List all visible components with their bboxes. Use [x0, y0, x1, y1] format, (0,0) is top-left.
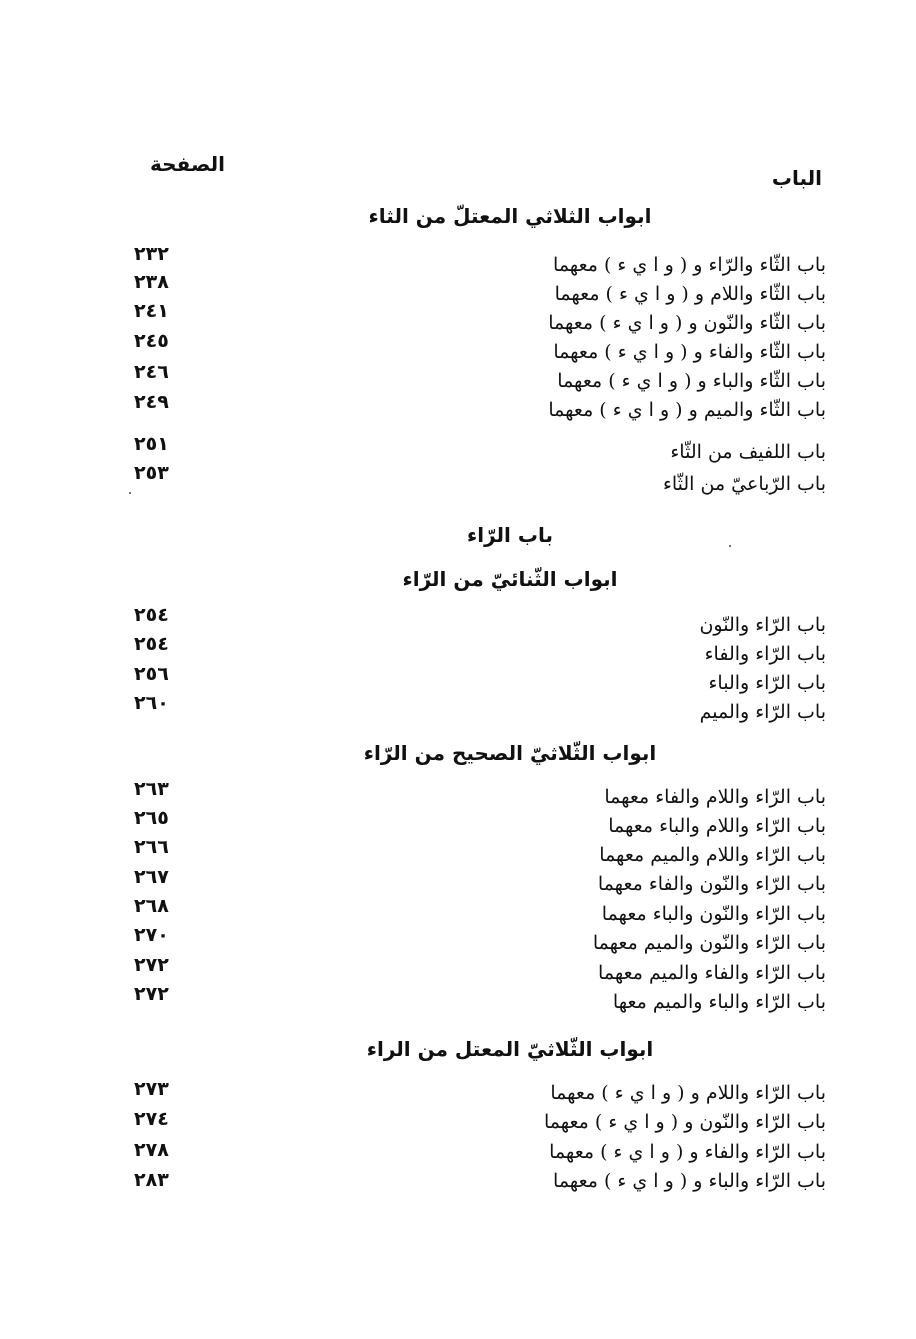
- entry-text: باب الرّاء والباء والميم معها: [612, 991, 826, 1013]
- entry-text: باب الرّاء والباء و ( و ا ي ء ) معهما: [553, 1170, 826, 1192]
- entry-text: باب الثّاء والفاء و ( و ا ي ء ) معهما: [553, 341, 826, 363]
- entry-text: باب الرّاء والنّون والميم معهما: [592, 932, 826, 954]
- entry-page-number: ٢٥١: [134, 433, 169, 455]
- entry-text: باب الرّاء والفاء والميم معهما: [598, 962, 826, 984]
- entry-text: باب الثّاء والباء و ( و ا ي ء ) معهما: [557, 370, 826, 392]
- entry-page-number: ٢٥٦: [134, 663, 169, 685]
- entry-page-number: ٢٣٨: [134, 271, 169, 293]
- entry-text: باب الثّاء واللام و ( و ا ي ء ) معهما: [554, 283, 826, 305]
- entry-page-number: ٢٣٢: [134, 243, 169, 265]
- column-header-page: الصفحة: [150, 152, 226, 176]
- section-title: ابواب الثلاثي المعتلّ من الثاء: [368, 204, 652, 228]
- entry-text: باب الرّاء واللام والباء معهما: [608, 815, 826, 837]
- section-title: باب الرّاء: [467, 523, 553, 547]
- entry-page-number: ٢٦٨: [134, 895, 169, 917]
- entry-page-number: ٢٤٩: [134, 391, 169, 413]
- section-title: ابواب الثّنائيّ من الرّاء: [402, 567, 618, 591]
- entry-text: باب الثّاء والنّون و ( و ا ي ء ) معهما: [548, 312, 826, 334]
- entry-text: باب الرّباعيّ من الثّاء: [662, 473, 826, 495]
- scan-speck: [729, 545, 731, 547]
- entry-page-number: ٢٧٢: [134, 954, 169, 976]
- entry-page-number: ٢٧٤: [134, 1108, 169, 1130]
- entry-text: باب الثّاء والرّاء و ( و ا ي ء ) معهما: [553, 254, 826, 276]
- entry-text: باب الرّاء والفاء و ( و ا ي ء ) معهما: [549, 1141, 826, 1163]
- entry-text: باب الرّاء واللام و ( و ا ي ء ) معهما: [550, 1082, 826, 1104]
- entry-text: باب الرّاء واللام والميم معهما: [599, 844, 826, 866]
- entry-text: باب الرّاء والميم: [699, 701, 826, 723]
- scan-speck: [129, 492, 131, 494]
- entry-page-number: ٢٦٦: [134, 836, 169, 858]
- entry-page-number: ٢٦٥: [134, 807, 169, 829]
- entry-text: باب الرّاء والنّون: [699, 614, 826, 636]
- entry-page-number: ٢٧٢: [134, 983, 169, 1005]
- entry-page-number: ٢٧٣: [134, 1078, 169, 1100]
- entry-page-number: ٢٧٨: [134, 1139, 169, 1161]
- entry-text: باب الرّاء والنّون والباء معهما: [601, 903, 826, 925]
- entry-text: باب الرّاء واللام والفاء معهما: [604, 786, 826, 808]
- entry-page-number: ٢٧٠: [134, 924, 169, 946]
- entry-page-number: ٢٦٠: [134, 692, 169, 714]
- column-header-chapter: الباب: [771, 166, 822, 190]
- section-title: ابواب الثّلاثيّ المعتل من الراء: [366, 1037, 654, 1061]
- entry-page-number: ٢٦٣: [134, 778, 169, 800]
- entry-page-number: ٢٥٤: [134, 633, 169, 655]
- entry-page-number: ٢٥٣: [134, 462, 169, 484]
- entry-text: باب الرّاء والباء: [708, 672, 826, 694]
- section-title: ابواب الثّلاثيّ الصحيح من الرّاء: [363, 741, 657, 765]
- entry-text: باب الثّاء والميم و ( و ا ي ء ) معهما: [548, 399, 826, 421]
- entry-page-number: ٢٤١: [134, 300, 169, 322]
- entry-page-number: ٢٤٥: [134, 330, 169, 352]
- entry-text: باب الرّاء والنّون والفاء معهما: [597, 873, 826, 895]
- entry-text: باب الرّاء والفاء: [704, 643, 826, 665]
- entry-page-number: ٢٥٤: [134, 604, 169, 626]
- entry-text: باب الرّاء والنّون و ( و ا ي ء ) معهما: [543, 1111, 826, 1133]
- entry-page-number: ٢٦٧: [134, 866, 169, 888]
- entry-text: باب اللفيف من الثّاء: [670, 441, 826, 463]
- entry-page-number: ٢٤٦: [134, 361, 169, 383]
- entry-page-number: ٢٨٣: [134, 1169, 169, 1191]
